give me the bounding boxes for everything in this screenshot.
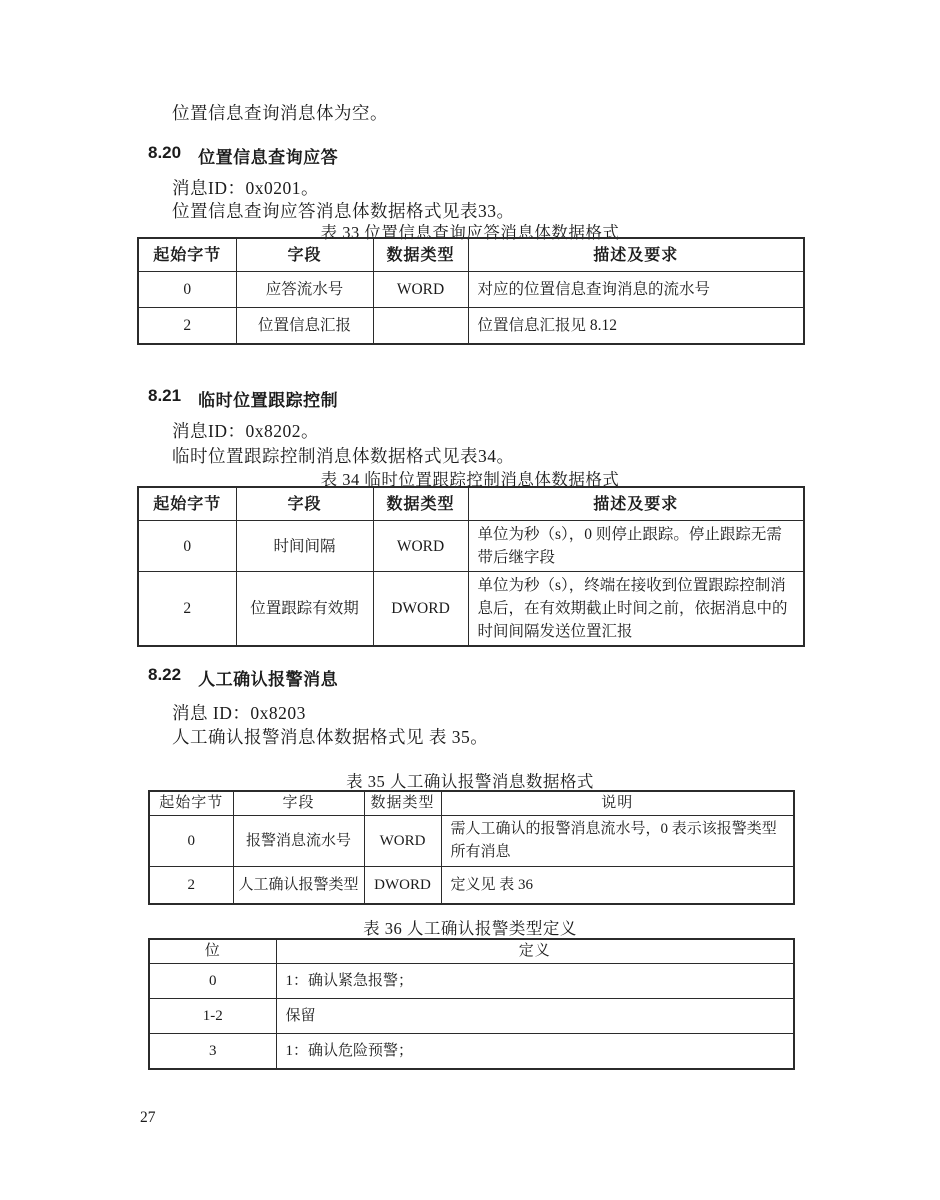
table-cell: 位置信息汇报见 8.12 bbox=[468, 308, 804, 345]
table-row bbox=[149, 816, 794, 867]
table35 bbox=[148, 790, 795, 905]
table-row bbox=[149, 964, 794, 999]
table-row bbox=[138, 521, 804, 572]
intro-paragraph: 位置信息查询消息体为空。 bbox=[172, 103, 388, 123]
table-row bbox=[138, 308, 804, 345]
table-cell: WORD bbox=[373, 521, 468, 572]
table36 bbox=[148, 938, 795, 1070]
table-cell: WORD bbox=[373, 272, 468, 308]
table33-caption: 表 33 位置信息查询应答消息体数据格式 bbox=[320, 223, 620, 242]
table-cell: 应答流水号 bbox=[236, 272, 373, 308]
table35-caption: 表 35 人工确认报警消息数据格式 bbox=[346, 772, 594, 791]
table-cell: 1-2 bbox=[149, 999, 276, 1034]
table-header-cell: 起始字节 bbox=[138, 487, 236, 521]
table-cell bbox=[373, 308, 468, 345]
table-cell: 2 bbox=[138, 308, 236, 345]
table-header-cell: 数据类型 bbox=[373, 238, 468, 272]
table-cell: 0 bbox=[149, 964, 276, 999]
table-cell: 0 bbox=[149, 816, 233, 867]
section-number: 8.22 bbox=[148, 665, 182, 684]
table-row bbox=[149, 1034, 794, 1070]
table-cell: 人工确认报警类型 bbox=[233, 867, 364, 905]
section-title: 临时位置跟踪控制 bbox=[198, 391, 339, 410]
section-title: 人工确认报警消息 bbox=[198, 670, 339, 689]
table-cell: 0 bbox=[138, 521, 236, 572]
table-cell: 报警消息流水号 bbox=[233, 816, 364, 867]
table36-caption: 表 36 人工确认报警类型定义 bbox=[363, 919, 577, 938]
paragraph-msg-id-0201: 消息ID：0x0201。 bbox=[172, 178, 319, 198]
table-cell: 1：确认紧急报警； bbox=[276, 964, 794, 999]
table-cell: 定义见 表 36 bbox=[441, 867, 794, 905]
table-cell: 单位为秒（s），终端在接收到位置跟踪控制消息后，在有效期截止时间之前，依据消息中的时间间隔发送位置汇报 bbox=[468, 572, 804, 647]
table-cell: 单位为秒（s），0 则停止跟踪。停止跟踪无需带后继字段 bbox=[468, 521, 804, 572]
table-row bbox=[138, 487, 804, 521]
table-header-cell: 起始字节 bbox=[138, 238, 236, 272]
section-number: 8.21 bbox=[148, 386, 182, 405]
table-header-cell: 字段 bbox=[236, 487, 373, 521]
table-cell: 位置跟踪有效期 bbox=[236, 572, 373, 647]
section-heading-8-21 bbox=[148, 386, 338, 411]
page-number: 27 bbox=[140, 1109, 156, 1126]
table-cell: 保留 bbox=[276, 999, 794, 1034]
table-row bbox=[149, 791, 794, 816]
table-cell: 需人工确认的报警消息流水号，0 表示该报警类型所有消息 bbox=[441, 816, 794, 867]
table-cell: 对应的位置信息查询消息的流水号 bbox=[468, 272, 804, 308]
paragraph-msg-id-8203: 消息 ID：0x8203 bbox=[172, 703, 306, 723]
table33 bbox=[137, 237, 805, 345]
table-cell: 2 bbox=[149, 867, 233, 905]
table-cell: 位置信息汇报 bbox=[236, 308, 373, 345]
table-cell: WORD bbox=[364, 816, 441, 867]
table34-caption: 表 34 临时位置跟踪控制消息体数据格式 bbox=[320, 470, 620, 489]
paragraph-ref-table34: 临时位置跟踪控制消息体数据格式见表34。 bbox=[172, 446, 515, 466]
paragraph-ref-table35: 人工确认报警消息体数据格式见 表 35。 bbox=[172, 727, 489, 747]
paragraph-msg-id-8202: 消息ID：0x8202。 bbox=[172, 421, 319, 441]
table-cell: 3 bbox=[149, 1034, 276, 1070]
paragraph-ref-table33: 位置信息查询应答消息体数据格式见表33。 bbox=[172, 201, 515, 221]
table-cell: 1：确认危险预警； bbox=[276, 1034, 794, 1070]
table-header-cell: 描述及要求 bbox=[468, 238, 804, 272]
table-cell: DWORD bbox=[364, 867, 441, 905]
table-row bbox=[138, 272, 804, 308]
table-header-cell: 字段 bbox=[236, 238, 373, 272]
table-header-cell: 描述及要求 bbox=[468, 487, 804, 521]
table-header-cell: 数据类型 bbox=[364, 791, 441, 816]
table-row bbox=[149, 867, 794, 905]
section-heading-8-20 bbox=[148, 143, 338, 168]
table34 bbox=[137, 486, 805, 647]
table-row bbox=[138, 238, 804, 272]
table-cell: 0 bbox=[138, 272, 236, 308]
table-cell: DWORD bbox=[373, 572, 468, 647]
table-header-cell: 定义 bbox=[276, 939, 794, 964]
table-header-cell: 说明 bbox=[441, 791, 794, 816]
table-row bbox=[138, 572, 804, 647]
table-cell: 时间间隔 bbox=[236, 521, 373, 572]
table-header-cell: 起始字节 bbox=[149, 791, 233, 816]
table-row bbox=[149, 999, 794, 1034]
table-cell: 2 bbox=[138, 572, 236, 647]
table-header-cell: 数据类型 bbox=[373, 487, 468, 521]
section-number: 8.20 bbox=[148, 143, 182, 162]
section-title: 位置信息查询应答 bbox=[198, 148, 339, 167]
table-header-cell: 字段 bbox=[233, 791, 364, 816]
table-row bbox=[149, 939, 794, 964]
table-header-cell: 位 bbox=[149, 939, 276, 964]
section-heading-8-22 bbox=[148, 665, 338, 690]
